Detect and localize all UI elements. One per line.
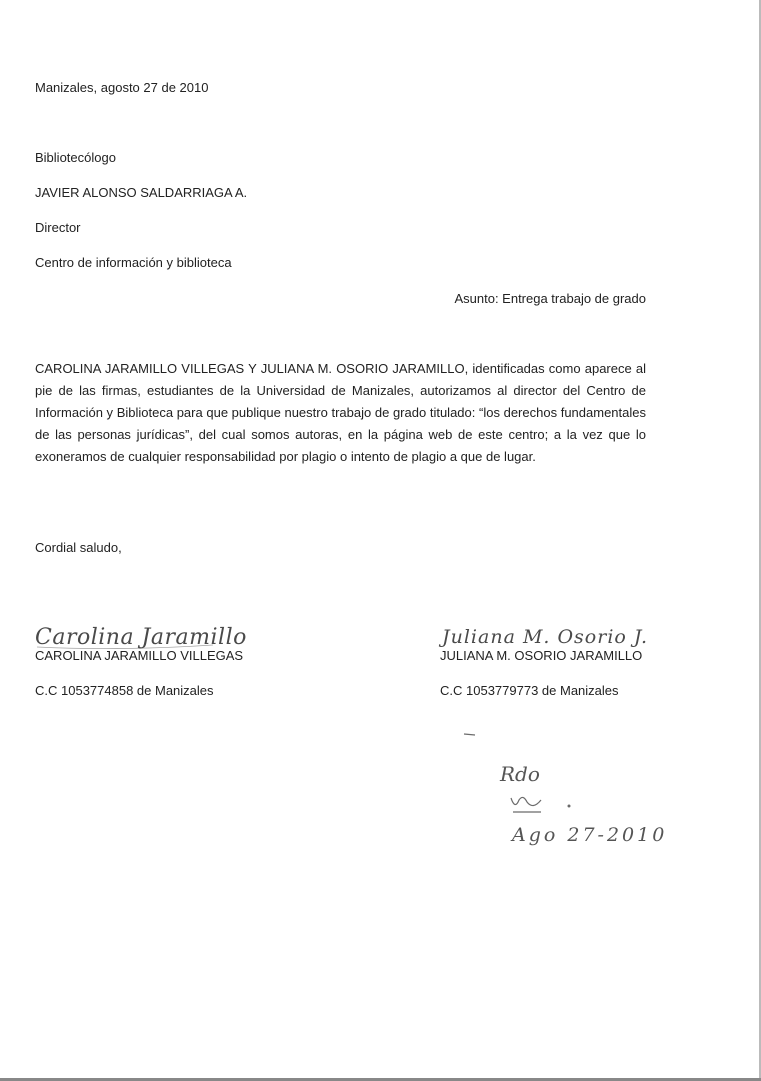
- letter-body: CAROLINA JARAMILLO VILLEGAS Y JULIANA M. OSORIO JARAMILLO, identificadas como aparece al pie de las firmas, estudiantes de la Universidad de Manizales, autorizamos al director del Centro de Información y Biblioteca para que publique nuestro trabajo de grado titulado: “los derechos fundamentales de las personas jurídicas”, del cual somos autoras, en la página web de este centro; a la vez que lo exoneramos de cualquier responsabilidad por plagio o intento de plagio a que de lugar.: [35, 361, 646, 464]
- received-initials-icon: [505, 792, 575, 820]
- closing: Cordial saludo,: [35, 540, 122, 555]
- signatory-1-id: C.C 1053774858 de Manizales: [35, 683, 214, 698]
- recipient-title: Bibliotecólogo: [35, 150, 116, 165]
- pencil-mark-icon: [463, 729, 479, 739]
- received-note-line1: Rdo: [500, 762, 540, 786]
- recipient-role: Director: [35, 220, 81, 235]
- signatory-2-name: JULIANA M. OSORIO JARAMILLO: [440, 648, 643, 663]
- signatory-2-id: C.C 1053779773 de Manizales: [440, 683, 619, 698]
- recipient-name: JAVIER ALONSO SALDARRIAGA A.: [35, 185, 248, 200]
- received-note-line2: Ago 27-2010: [512, 824, 668, 846]
- signature-carolina-text: Carolina Jaramillo: [35, 625, 247, 650]
- subject-line: Asunto: Entrega trabajo de grado: [454, 291, 646, 306]
- signatory-1-name: CAROLINA JARAMILLO VILLEGAS: [35, 648, 244, 663]
- place-date: Manizales, agosto 27 de 2010: [35, 80, 209, 95]
- recipient-org: Centro de información y biblioteca: [35, 255, 232, 270]
- signature-juliana-text: Juliana M. Osorio J.: [442, 626, 649, 648]
